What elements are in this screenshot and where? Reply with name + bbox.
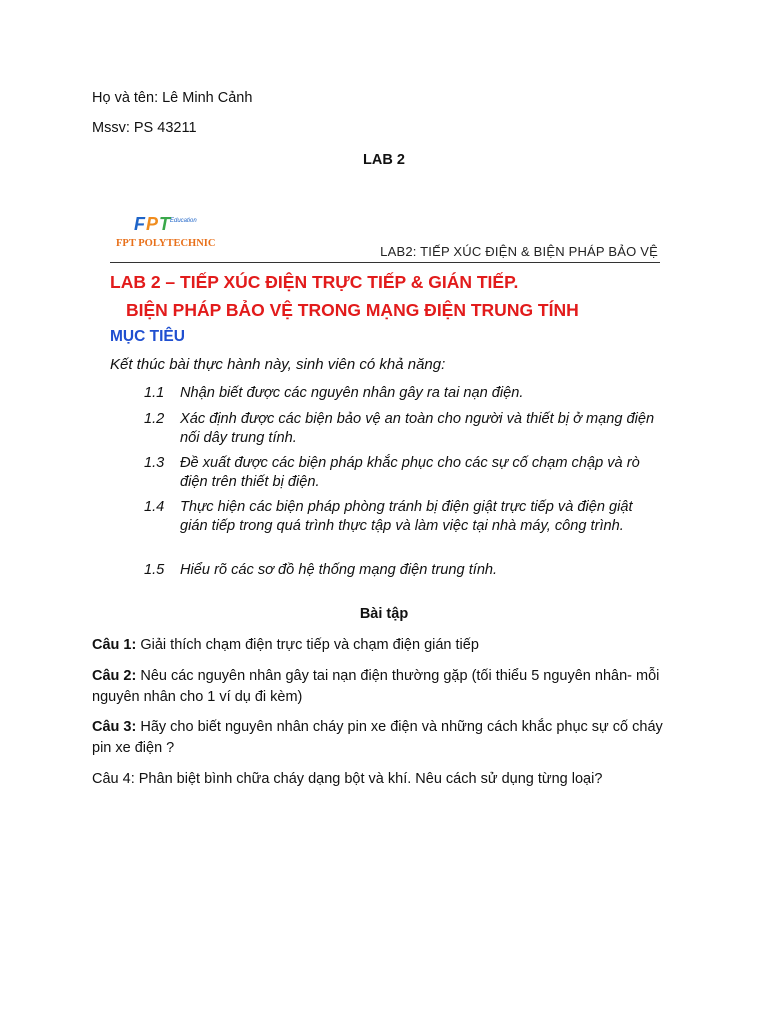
objective-number: 1.1 [144,385,165,401]
objective-item [144,384,664,403]
question-label: Câu 3: [92,719,137,735]
question-label: Câu 4: [92,771,135,787]
objective-item [144,410,664,448]
image-header-title: LAB2: TIẾP XÚC ĐIỆN & BIỆN PHÁP BẢO VỆ [380,244,658,259]
question-1 [92,635,672,656]
lab-main-title-line1: LAB 2 – TIẾP XÚC ĐIỆN TRỰC TIẾP & GIÁN TIẾP. [110,272,519,292]
question-3 [92,717,672,759]
lab-main-title-line2: BIỆN PHÁP BẢO VỆ TRONG MẠNG ĐIỆN TRUNG TÍNH [126,300,579,320]
objective-number: 1.5 [144,562,165,578]
question-label: Câu 2: [92,668,137,684]
objective-text: Đề xuất được các biện pháp khắc phục cho các sự cố chạm chập và rò điện trên thiết bị điện. [180,455,640,490]
lab-title: LAB 2 [363,152,405,168]
header-divider [110,262,660,263]
question-text: Giải thích chạm điện trực tiếp và chạm điện gián tiếp [136,637,479,653]
objective-item [144,498,664,536]
objective-number: 1.3 [144,455,165,471]
question-text: Nêu các nguyên nhân gây tai nạn điện thường gặp (tối thiểu 5 nguyên nhân- mỗi nguyên nhân cho 1 ví dụ đi kèm) [92,668,660,705]
logo-letter-p: P [146,214,160,234]
question-text: Phân biệt bình chữa cháy dạng bột và khí. Nêu cách sử dụng từng loại? [134,771,603,787]
objective-item [144,561,664,580]
student-id: Mssv: PS 43211 [92,120,197,136]
logo-education: Education [170,218,197,224]
objectives-intro: Kết thúc bài thực hành này, sinh viên có khả năng: [110,356,446,373]
objective-text: Thực hiện các biện pháp phòng tránh bị điện giật trực tiếp và điện giật gián tiếp trong quá trình thực tập và làm việc tại nhà máy, công trình. [180,499,633,534]
logo-letter-t: T [159,214,172,234]
lab-cover-image [104,200,664,592]
logo-letter-f: F [134,214,146,234]
objective-number: 1.2 [144,411,165,427]
objective-text: Nhận biết được các nguyên nhân gây ra tai nạn điện. [180,385,524,401]
exercises-heading: Bài tập [359,606,409,622]
objective-text: Xác định được các biện bảo vệ an toàn cho người và thiết bị ở mạng điện nối dây trung tính. [180,411,655,446]
objective-item [144,454,664,492]
objectives-heading: MỤC TIÊU [110,328,185,345]
question-2 [92,666,672,708]
logo-polytechnic: FPT POLYTECHNIC [116,238,216,249]
question-text: Hãy cho biết nguyên nhân cháy pin xe điện và những cách khắc phục sự cố cháy pin xe điện ? [92,719,663,756]
objective-text: Hiểu rõ các sơ đồ hệ thống mạng điện trung tính. [180,562,498,578]
question-4 [92,769,672,790]
fpt-logo-letters [134,214,171,235]
student-name: Họ và tên: Lê Minh Cảnh [92,90,253,106]
objective-number: 1.4 [144,499,165,515]
fpt-logo [116,214,254,254]
question-label: Câu 1: [92,637,137,653]
